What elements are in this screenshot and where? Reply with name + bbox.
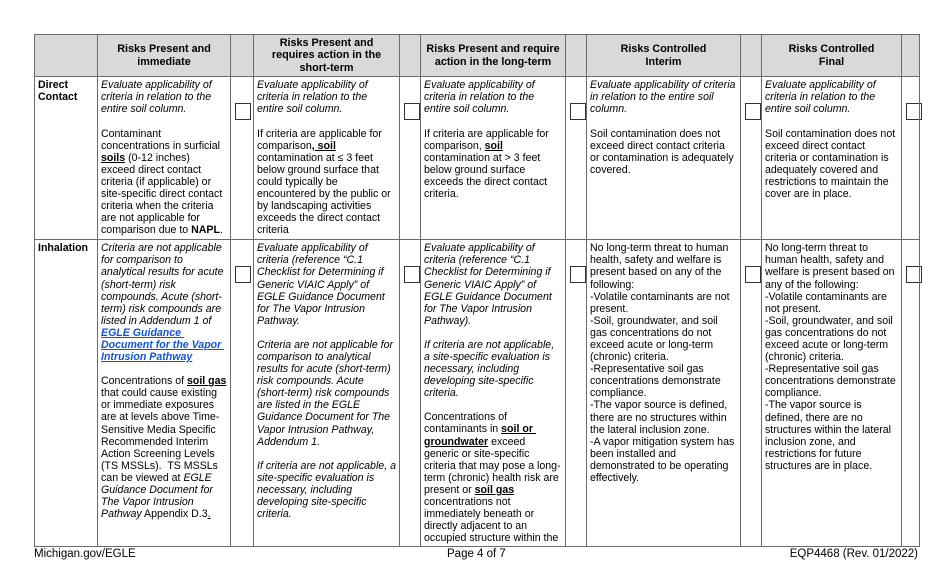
checkbox-direct-immediate[interactable] <box>235 103 251 120</box>
text-span: Concentrations of <box>101 375 187 388</box>
row-inhalation <box>35 240 920 547</box>
checkbox-cell[interactable] <box>902 240 920 547</box>
header-present-immediate: Risks Present and immediate <box>98 35 231 77</box>
checkbox-inhalation-immediate[interactable] <box>235 266 251 283</box>
header-spacer <box>231 35 254 77</box>
cell-text <box>101 375 230 521</box>
text-span: soil gas <box>474 483 515 496</box>
checkbox-cell[interactable] <box>566 77 587 240</box>
header-present-short-term: Risks Present and requires action in the short-term <box>254 35 400 77</box>
text-span: soils <box>101 151 126 164</box>
header-spacer <box>566 35 587 77</box>
text-span: contamination at ≤ 3 feet below ground surface that could typically be encountered by the public or by landscaping activities exceeds the direct contact criteria <box>257 139 394 237</box>
cell-text: Evaluate applicability of criteria in relation to the entire soil column. <box>101 79 215 116</box>
text-span: . <box>219 224 223 237</box>
cell-text: Evaluate applicability of criteria in relation to the entire soil column. <box>765 79 879 116</box>
cell-text: Evaluate applicability of criteria (reference “C.1 Checklist for Determining if Generic VIAIC Apply” of EGLE Guidance Document for The Vapor Intrusion Pathway). <box>424 242 555 327</box>
checkbox-direct-interim[interactable] <box>745 103 761 120</box>
checkbox-direct-long-term[interactable] <box>570 103 586 120</box>
header-controlled-interim: Risks Controlled Interim <box>587 35 741 77</box>
checkbox-cell[interactable] <box>231 240 254 547</box>
text-span: soil or groundwater <box>424 423 536 448</box>
text-span: Appendix D.3 <box>141 508 208 521</box>
text-span: Contaminant concentrations in surficial <box>101 127 223 152</box>
text-span: exceed generic or site-specific criteria that may pose a long-term (chronic) health risk are present or <box>424 435 562 496</box>
checkbox-inhalation-final[interactable] <box>906 266 922 283</box>
text-span: EGLE Guidance Document for The Vapor Intrusion Pathway <box>101 471 216 521</box>
checkbox-cell[interactable] <box>231 77 254 240</box>
cell-text: No long-term threat to human health, safety and welfare is present based on any of the following: -Volatile contaminants are not present. -Soil, groundwater, and soil gas concentrations do not exceed acute or long-term (chronic) criteria. -Representative soil gas concentrations demonstrate compliance. -The vapor source is defined, there are no structures within the lateral inclusion zone, and restrictions for future structures are in place. <box>765 242 896 472</box>
checkbox-inhalation-long-term[interactable] <box>570 266 586 283</box>
header-row <box>35 35 920 77</box>
header-spacer <box>741 35 762 77</box>
header-present-long-term: Risks Present and require action in the long-term <box>421 35 566 77</box>
cell-text <box>424 411 562 544</box>
cell-text: Evaluate applicability of criteria in relation to the entire soil column. <box>590 79 739 116</box>
cell-text: Evaluate applicability of criteria in relation to the entire soil column. <box>424 79 538 116</box>
cell-text <box>101 242 227 363</box>
header-spacer <box>400 35 421 77</box>
cell-text: Soil contamination does not exceed direct contact criteria or contamination is adequately covered. <box>590 127 737 176</box>
header-spacer <box>902 35 920 77</box>
checkbox-cell[interactable] <box>566 240 587 547</box>
text-span: soil gas <box>186 375 227 388</box>
cell-text: Evaluate applicability of criteria (reference “C.1 Checklist for Determining if Generic VIAIC Apply” of EGLE Guidance Document for The Vapor Intrusion Pathway. <box>257 242 388 327</box>
direct-controlled-interim-cell <box>587 77 741 240</box>
header-corner <box>35 35 98 77</box>
row-label-inhalation: Inhalation <box>35 240 98 547</box>
inhalation-long-term-cell <box>421 240 566 547</box>
cell-text: No long-term threat to human health, safety and welfare is present based on any of the following: -Volatile contaminants are not present. -Soil, groundwater, and soil gas concentrations do not exceed acute or long-term (chronic) criteria. -Representative soil gas concentrations demonstrate compliance. -The vapor source is defined, there are no structures within the lateral inclusion zone. -A vapor mitigation system has been installed and demonstrated to be operating effectively. <box>590 242 735 484</box>
cell-text: Evaluate applicability of criteria in relation to the entire soil column. <box>257 79 371 116</box>
inhalation-present-immediate-cell <box>98 240 231 547</box>
cell-text: If criteria are not applicable, a site-specific evaluation is necessary, including developing site-specific criteria. <box>257 459 399 521</box>
checkbox-cell[interactable] <box>741 77 762 240</box>
direct-present-immediate-cell <box>98 77 231 240</box>
text-span: Concentrations of contaminants in <box>424 411 510 436</box>
cell-text <box>424 128 562 201</box>
text-span: that could cause existing or immediate exposures are at levels above Time-Sensitive Media Specific Recommended Interim Action Screening Levels (TS MSSLs). TS MSSLs can be viewed at <box>101 375 230 484</box>
cell-text: Criteria are not applicable for comparison to analytical results for acute (short-term) risk compounds. Acute (short-term) risk compounds are listed in the EGLE Guidance Document for The Vapor Intrusion Pathway, Addendum 1. <box>257 338 396 448</box>
checkbox-cell[interactable] <box>741 240 762 547</box>
risk-table <box>34 34 920 547</box>
direct-controlled-final-cell <box>762 77 902 240</box>
inhalation-controlled-interim-cell <box>587 240 741 547</box>
direct-short-term-cell <box>254 77 400 240</box>
checkbox-cell[interactable] <box>400 240 421 547</box>
footer-form-number: EQP4468 (Rev. 01/2022) <box>789 548 918 560</box>
egle-guidance-link[interactable]: EGLE Guidance Document for the Vapor Intrusion Pathway <box>101 326 225 364</box>
row-label-direct-contact: Direct Contact <box>35 77 98 240</box>
checkbox-direct-short-term[interactable] <box>404 103 420 120</box>
cell-text <box>257 128 396 237</box>
cell-text: If criteria are not applicable, a site-specific evaluation is necessary, including developing site-specific criteria. <box>424 338 558 400</box>
cell-text <box>101 128 227 237</box>
row-direct-contact <box>35 77 920 240</box>
text-span: If criteria are applicable for comparison <box>257 127 385 152</box>
text-span: soil <box>484 139 503 152</box>
footer-website: Michigan.gov/EGLE <box>34 548 136 560</box>
text-span: (0-12 inches) exceed direct contact criteria (if applicable) or site-specific direct contact criteria when the criteria are not applicable for comparison due to <box>101 151 226 237</box>
header-controlled-final: Risks Controlled Final <box>762 35 902 77</box>
checkbox-cell[interactable] <box>902 77 920 240</box>
text-span: If criteria are applicable for comparison, <box>424 127 552 152</box>
text-span: NAPL <box>191 224 220 237</box>
text-span: concentrations not immediately beneath or directly adjacent to an occupied structure within the <box>424 483 559 545</box>
cell-text: Soil contamination does not exceed direct contact criteria or contamination is adequately covered and restrictions to maintain the cover are in place. <box>765 127 899 200</box>
inhalation-short-term-cell <box>254 240 400 547</box>
text-span: contamination at > 3 feet below ground surface exceeds the direct contact criteria. <box>424 139 551 200</box>
checkbox-inhalation-short-term[interactable] <box>404 266 420 283</box>
checkbox-inhalation-interim[interactable] <box>745 266 761 283</box>
text-span: Criteria are not applicable for comparison to analytical results for acute (short-term) risk compounds. Acute (short-term) risk compounds are listed in Addendum 1 of <box>101 242 227 327</box>
inhalation-controlled-final-cell <box>762 240 902 547</box>
checkbox-direct-final[interactable] <box>906 103 922 120</box>
text-span: . <box>207 508 211 521</box>
checkbox-cell[interactable] <box>400 77 421 240</box>
text-span: , soil <box>311 139 336 152</box>
direct-long-term-cell <box>421 77 566 240</box>
footer-page-number: Page 4 of 7 <box>447 548 506 560</box>
